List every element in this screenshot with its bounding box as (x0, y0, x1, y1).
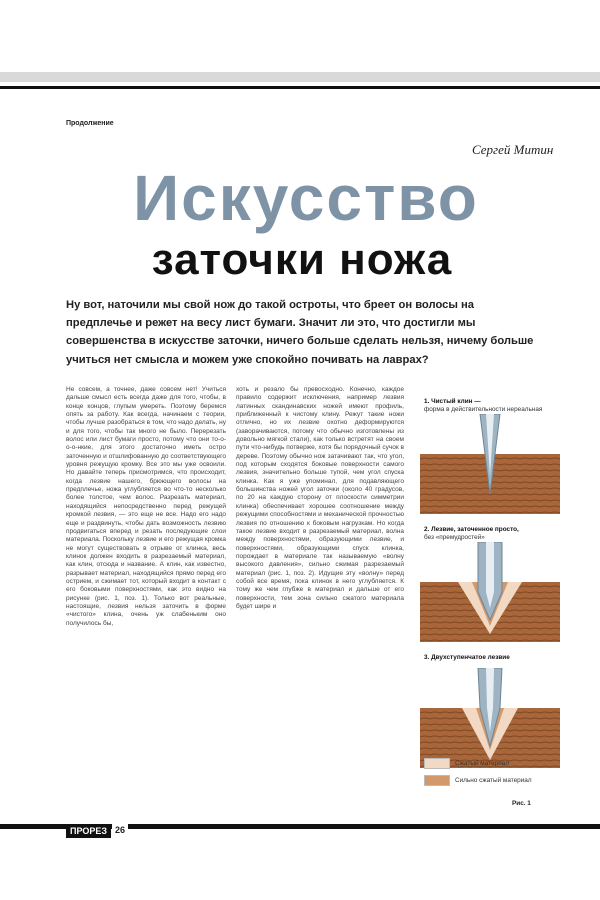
author-name: Сергей Митин (472, 142, 554, 157)
caption-2-sub: без «премудростей» (424, 534, 485, 541)
caption-1-sub: форма в действительности нереальная (424, 406, 543, 413)
magazine-brand: ПРОРЕЗ (66, 824, 111, 838)
lead-paragraph: Ну вот, наточили мы свой нож до такой остроты, что бреет он волосы на предплечье и режет на весу лист бумаги. Значит ли это, что достигли мы совершенства в искусстве заточки, ничего больше сделать нельзя, ничему больше учиться нет смысла и можем уже спокойно почивать на лаврах? (66, 299, 534, 366)
caption-2-title: 2. Лезвие, заточенное просто, (424, 526, 519, 533)
caption-3-title: 3. Двухступенчатое лезвие (424, 654, 510, 661)
caption-1-title: 1. Чистый клин — (424, 398, 481, 405)
page-number: 26 (112, 824, 128, 836)
figure-panel-two-step-edge (420, 668, 560, 768)
top-rule (0, 86, 600, 89)
figure-label: Рис. 1 (512, 800, 531, 807)
title-line-1: Искусство (133, 162, 479, 234)
figure-caption-3 (424, 654, 564, 662)
legend-label-strongly-compressed: Сильно сжатый материал (455, 777, 532, 784)
figure-caption-2 (424, 526, 564, 542)
section-label: Продолжение (66, 120, 114, 127)
top-gray-bar (0, 72, 600, 82)
legend-swatch-strongly-compressed (424, 775, 450, 786)
legend-item-compressed (424, 758, 564, 769)
figure-panel-pure-wedge (420, 414, 560, 514)
legend-label-compressed: Сжатый материал (455, 760, 509, 767)
title-line-2: заточки ножа (151, 235, 453, 284)
figure-caption-1 (424, 398, 564, 414)
page-footer (0, 818, 600, 846)
body-column-1: Не совсем, а точнее, даже совсем нет! Учиться дальше смысл есть всегда даже для того, чтобы, в конце концов, глупым умереть. Поэтому беремся опять за работу. Как всегда, начинаем с теории, чтобы лучше разобраться в том, что надо делать, ну и для того, чтобы так много не было. Перерезать волос или лист бумаги просто, потому что они то-о-о-о-нкие, для этого достаточно иметь остро заточенную и отшлифованную до соответствующего уровня режущую кромку. Все это мы уже освоили. Но давайте теперь присмотримся, что происходит, когда лезвие нашего, брюющего волосы на предплечье, ножа углубляется во что-то несколько более толстое, чем волос. Разрезать материал, находящийся непосредственно перед режущей кромкой лезвия, — это еще не все. Надо его надо еще и раздвинуть, чтобы дать возможность лезвию продвигаться вперед и резать последующие слои материала. Поскольку лезвие и его режущая кромка не могут существовать в отрыве от клинка, весь клинок должен входить в разрезаемый материал, как клин, отсюда и название. А клин, как известно, разрывает материал, находящийся прямо перед его острием, и сжимает тот, который входит в контакт с его боковыми поверхностями, как это видно на рисунке (рис. 1, поз. 1). Только вот реальные, настоящие, лезвия нельзя заточить в форме «чистого» клина, очень уж слабеньким оно получилось бы, (66, 386, 226, 627)
legend-swatch-compressed (424, 758, 450, 769)
body-column-2: хоть и резало бы превосходно. Конечно, каждое правило содержит исключения, например лезвия латинных скандинавских ножей имеют профиль, приближенный к чистому клину. Режут такие ножи отлично, но их лезвие охотно деформируются (заворачиваются, потому что обычно изготовлены из довольно мягкой стали), как только встретят на своем пути что-нибудь потверже, хотя бы порядочный сучок в дереве. Поэтому обычно нож затачивают так, что угол, под которым сходятся боковые поверхности самого лезвия, значительно больше тупой, чем угол спуска клинка. Как я уже упоминал, для подавляющего большинства ножей угол заточки (около 40 градусов, по 20 на каждую сторону от плоскости симметрии клинка) обеспечивает хорошее соотношение между режущими способностями и механической прочностью лезвия по отношению к боковым нагрузкам. Но когда такое лезвие входит в разрезаемый материал, волна между поверхностями, образующими лезвие, и поверхностями, образующими спуск клинка, порождает в материале так называемую «волну высокого давления», сильно сжимая разрезаемый материал (рис. 1, поз. 2). Идущие эту «волну» перед собой все время, пока клинок в него углубляется. К тому же чем глубже в материал и дальше от его поверхности, тем зона сильно сжатого материала будет шире и (236, 386, 404, 610)
figure-panel-simple-edge (420, 542, 560, 642)
figure-legend (424, 758, 564, 792)
legend-item-strongly-compressed (424, 775, 564, 786)
